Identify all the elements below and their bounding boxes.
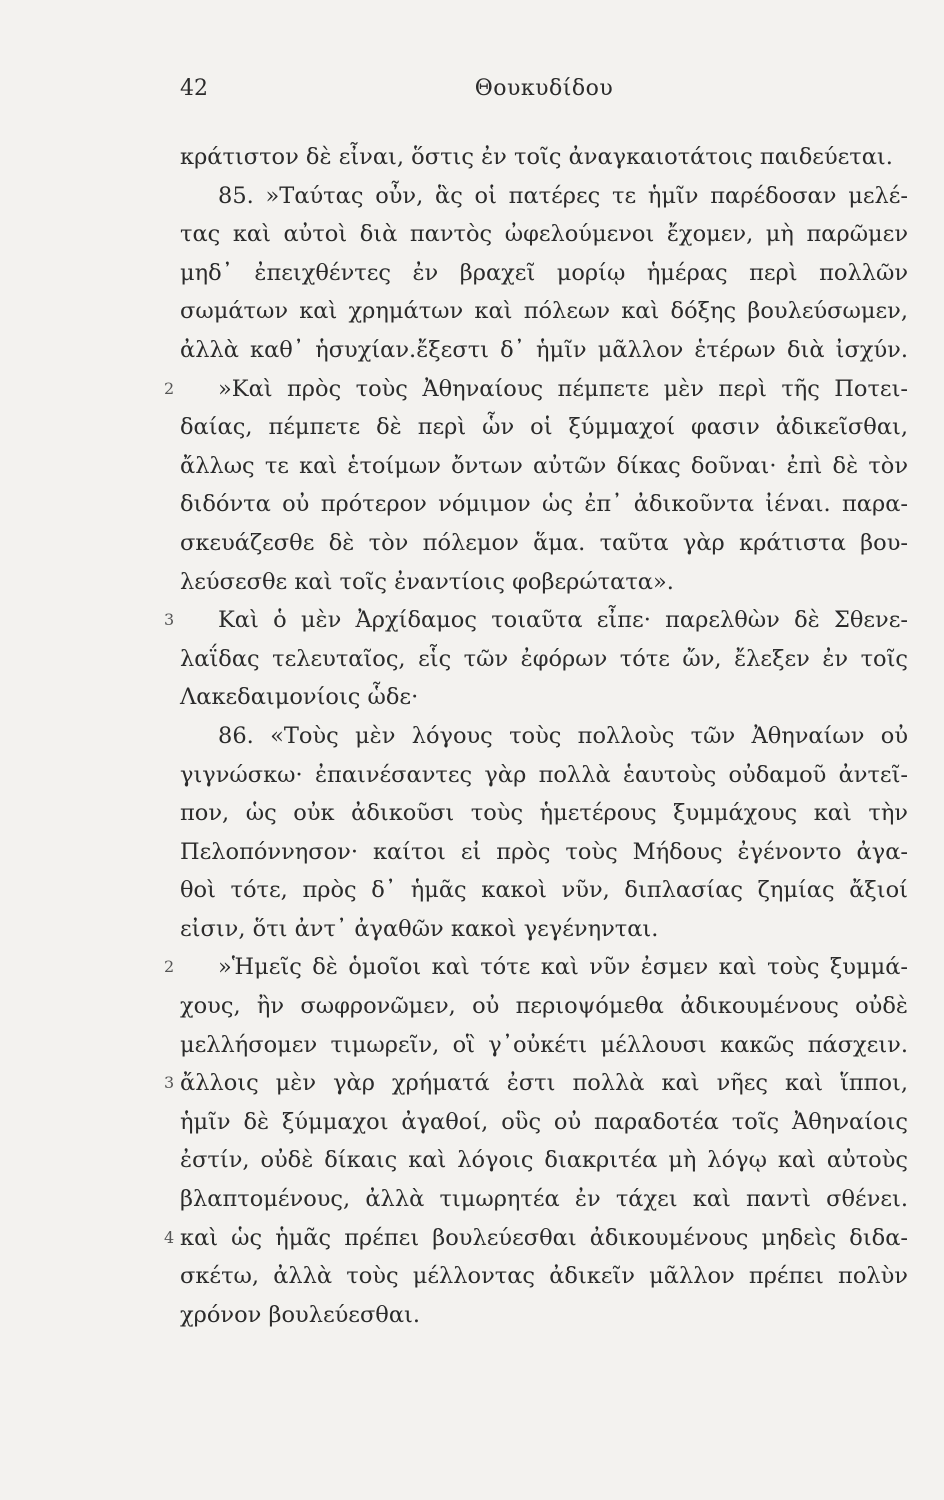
text-line [180,871,908,910]
text-line [180,292,908,331]
running-title: Θουκυδίδου [474,76,614,101]
line-text: λαΐδας τελευταῖος, εἷς τῶν ἐφόρων τότε ὤν, ἔλεξεν ἐν τοῖς [180,645,908,672]
text-line [180,1296,908,1335]
text-line [180,254,908,293]
text-line [180,485,908,524]
text-line [180,331,908,370]
page-header [180,76,908,110]
margin-section-number: 4 [164,1227,175,1247]
text-line [180,833,908,872]
text-line [180,563,908,602]
line-text: ἐστίν, οὐδὲ δίκαις καὶ λόγοις διακριτέα μὴ λόγῳ καὶ αὐτοὺς [180,1147,908,1174]
line-text: εἰσιν, ὅτι ἀντ᾽ ἀγαθῶν κακοὶ γεγένηνται. [180,915,659,942]
line-text: σκευάζεσθε δὲ τὸν πόλεμον ἅμα. ταῦτα γὰρ κράτιστα βου- [180,529,908,556]
body-text [164,138,908,1334]
line-text: δαίας, πέμπετε δὲ περὶ ὧν οἱ ξύμμαχοί φασιν ἀδικεῖσθαι, [180,414,908,441]
text-line [180,794,908,833]
line-text: γιγνώσκω· ἐπαινέσαντες γὰρ πολλὰ ἑαυτοὺς οὐδαμοῦ ἀντεῖ- [180,761,908,788]
line-text: »Ἡμεῖς δὲ ὁμοῖοι καὶ τότε καὶ νῦν ἐσμεν καὶ τοὺς ξυμμά- [218,954,908,981]
line-text: λεύσεσθε καὶ τοῖς ἐναντίοις φοβερώτατα». [180,568,674,595]
line-text: Λακεδαιμονίοις ὧδε· [180,684,419,711]
text-line [180,910,908,949]
line-text: Καὶ ὁ μὲν Ἀρχίδαμος τοιαῦτα εἶπε· παρελθὼν δὲ Σθενε- [218,607,908,634]
text-line [180,177,908,216]
text-line [180,215,908,254]
line-text: μελλήσομεν τιμωρεῖν, οἳ γ᾽οὐκέτι μέλλουσι κακῶς πάσχειν. [180,1031,908,1058]
text-line [180,1026,908,1065]
text-line [180,987,908,1026]
line-text: κράτιστον δὲ εἶναι, ὅστις ἐν τοῖς ἀναγκαιοτάτοις παιδεύεται. [180,144,893,170]
text-line [180,447,908,486]
line-text: μηδ᾽ ἐπειχθέντες ἐν βραχεῖ μορίῳ ἡμέρας περὶ πολλῶν [180,259,908,286]
line-text: ἄλλως τε καὶ ἑτοίμων ὄντων αὐτῶν δίκας δοῦναι· ἐπὶ δὲ τὸν [180,452,908,479]
line-text: ἡμῖν δὲ ξύμμαχοι ἀγαθοί, οὓς οὐ παραδοτέα τοῖς Ἀθηναίοις [180,1108,908,1135]
line-text: διδόντα οὐ πρότερον νόμιμον ὡς ἐπ᾽ ἀδικοῦντα ἰέναι. παρα- [180,491,908,518]
line-text: θοὶ τότε, πρὸς δ᾽ ἡμᾶς κακοὶ νῦν, διπλασίας ζημίας ἄξιοί [180,877,908,904]
text-line [164,601,908,640]
text-line [180,717,908,756]
margin-section-number: 2 [164,957,175,977]
line-text: καὶ ὡς ἡμᾶς πρέπει βουλεύεσθαι ἀδικουμένους μηδεὶς διδα- [180,1224,908,1251]
text-line [180,1180,908,1219]
line-text: χρόνον βουλεύεσθαι. [180,1301,421,1328]
line-text: σκέτω, ἀλλὰ τοὺς μέλλοντας ἀδικεῖν μᾶλλον πρέπει πολὺν [180,1263,908,1290]
text-line [164,948,908,987]
text-line [180,524,908,563]
line-text: ἀλλὰ καθ᾽ ἡσυχίαν.ἔξεστι δ᾽ ἡμῖν μᾶλλον ἑτέρων διὰ ἰσχύν. [180,336,908,363]
text-line [164,370,908,409]
line-text: 86. «Τοὺς μὲν λόγους τοὺς πολλοὺς τῶν Ἀθηναίων οὐ [218,722,908,749]
line-text: 85. »Ταύτας οὖν, ἃς οἱ πατέρες τε ἡμῖν παρέδοσαν μελέ- [218,182,908,209]
text-line [180,1257,908,1296]
page-number: 42 [180,76,208,101]
text-line [180,1141,908,1180]
text-line [164,1219,908,1258]
line-text: βλαπτομένους, ἀλλὰ τιμωρητέα ἐν τάχει καὶ παντὶ σθένει. [180,1186,908,1213]
line-text: Πελοπόννησον· καίτοι εἰ πρὸς τοὺς Μήδους ἐγένοντο ἀγα- [180,838,908,865]
line-text: σωμάτων καὶ χρημάτων καὶ πόλεων καὶ δόξης βουλεύσωμεν, [180,298,908,325]
line-text: ἄλλοις μὲν γὰρ χρήματά ἐστι πολλὰ καὶ νῆες καὶ ἵπποι, [180,1070,908,1097]
margin-section-number: 3 [164,610,175,630]
line-text: »Καὶ πρὸς τοὺς Ἀθηναίους πέμπετε μὲν περὶ τῆς Ποτει- [218,375,908,402]
text-line [180,138,908,177]
margin-section-number: 2 [164,378,175,398]
text-line [180,1103,908,1142]
line-text: τας καὶ αὐτοὶ διὰ παντὸς ὠφελούμενοι ἔχομεν, μὴ παρῶμεν [180,221,908,248]
text-line [180,756,908,795]
text-line [180,408,908,447]
text-line [180,640,908,679]
line-text: χους, ἢν σωφρονῶμεν, οὐ περιοψόμεθα ἀδικουμένους οὐδὲ [180,993,908,1020]
line-text: πον, ὡς οὐκ ἀδικοῦσι τοὺς ἡμετέρους ξυμμάχους καὶ τὴν [180,800,908,827]
text-line [180,678,908,717]
text-line [164,1064,908,1103]
margin-section-number: 3 [164,1073,175,1093]
